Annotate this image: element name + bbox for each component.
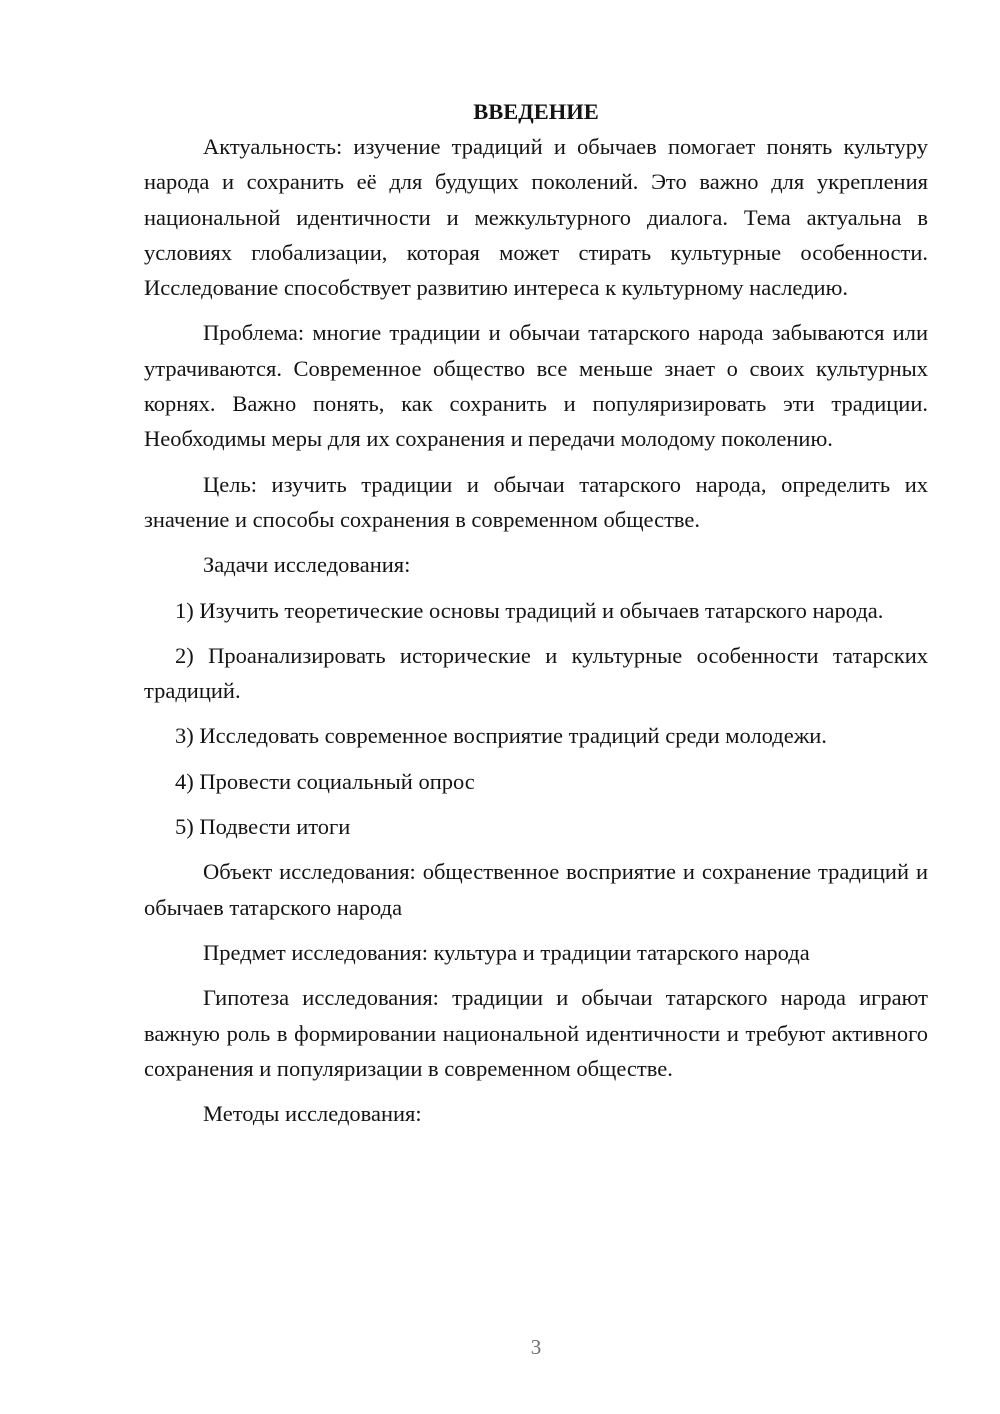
task-item-2: 2) Проанализировать исторические и культурные особенности татарских традиций. — [144, 642, 928, 704]
paragraph-goal: Цель: изучить традиции и обычаи татарского народа, определить их значение и способы сохранения в современном обществе. — [144, 471, 928, 532]
task-item-5: 5) Подвести итоги — [175, 814, 351, 840]
page-content — [144, 94, 928, 1141]
task-item-4: 4) Провести социальный опрос — [175, 768, 475, 794]
tasks-heading: Задачи исследования: — [203, 552, 411, 578]
paragraph-problem: Проблема: многие традиции и обычаи татарского народа забываются или утрачиваются. Современное общество все меньше знает о своих культурных корнях. Важно понять, как сохранить и популяризировать эти традиции. Необходимы меры для их сохранения и передачи молодому поколению. — [144, 320, 928, 452]
page-number: 3 — [530, 1335, 542, 1359]
methods-heading: Методы исследования: — [203, 1101, 422, 1127]
paragraph-object: Объект исследования: общественное восприятие и сохранение традиций и обычаев татарского народа — [144, 859, 928, 920]
paragraph-subject: Предмет исследования: культура и традиции татарского народа — [203, 939, 810, 965]
task-item-3: 3) Исследовать современное восприятие традиций среди молодежи. — [175, 723, 827, 749]
paragraph-hypothesis: Гипотеза исследования: традиции и обычаи татарского народа играют важную роль в формировании национальной идентичности и требуют активного сохранения и популяризации в современном обществе. — [144, 985, 928, 1081]
task-item-1: 1) Изучить теоретические основы традиций и обычаев татарского народа. — [175, 597, 884, 623]
paragraph-relevance: Актуальность: изучение традиций и обычаев помогает понять культуру народа и сохранить её для будущих поколений. Это важно для укрепления национальной идентичности и межкультурного диалога. Тема актуальна в условиях глобализации, которая может стирать культурные особенности. Исследование способствует развитию интереса к культурному наследию. — [144, 134, 928, 301]
section-title: ВВЕДЕНИЕ — [473, 99, 599, 124]
